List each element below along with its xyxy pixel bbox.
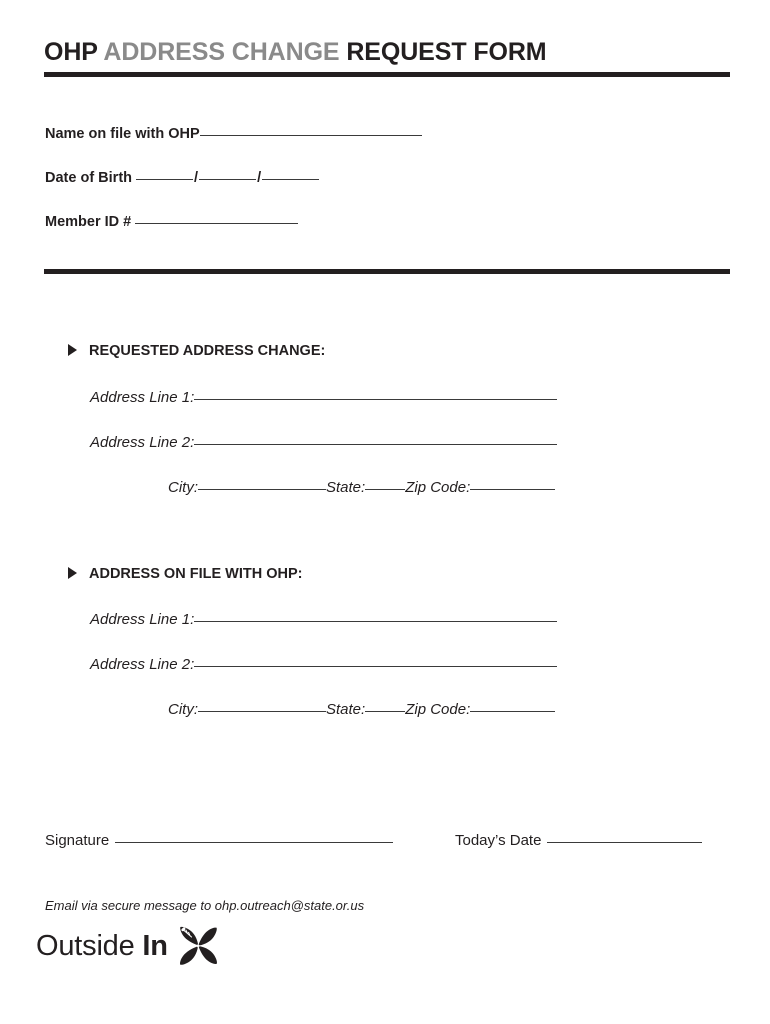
- signature-label: Signature: [45, 832, 110, 849]
- title-divider-rule: [44, 72, 730, 77]
- todays-date-field: [455, 832, 702, 849]
- onfile-city-blank[interactable]: [198, 711, 326, 712]
- signature-field: [45, 832, 393, 849]
- onfile-address-line-2-field: [90, 656, 557, 673]
- triangle-right-icon: [68, 567, 77, 579]
- dob-month-blank[interactable]: [136, 179, 193, 180]
- onfile-address-line-1-field: [90, 611, 557, 628]
- member-id-label: Member ID #: [45, 214, 132, 230]
- section-divider-rule: [44, 269, 730, 274]
- todays-date-label: Today’s Date: [455, 832, 542, 849]
- requested-city-label: City:: [168, 479, 198, 496]
- date-of-birth-field: [45, 170, 319, 186]
- requested-city-state-zip-row: [168, 479, 555, 496]
- todays-date-blank[interactable]: [547, 842, 702, 843]
- requested-address-line-1-blank[interactable]: [194, 399, 557, 400]
- requested-state-label: State:: [326, 479, 366, 496]
- outside-in-logo: [36, 925, 219, 967]
- name-on-file-label: Name on file with OHP: [45, 126, 200, 142]
- requested-address-line-1-field: [90, 389, 557, 406]
- requested-address-line-2-blank[interactable]: [194, 444, 557, 445]
- dob-year-blank[interactable]: [262, 179, 319, 180]
- onfile-state-label: State:: [326, 701, 366, 718]
- onfile-address-line-2-blank[interactable]: [194, 666, 557, 667]
- onfile-city-label: City:: [168, 701, 198, 718]
- section-heading-address-on-file: [68, 566, 302, 582]
- onfile-address-line-1-blank[interactable]: [194, 621, 557, 622]
- onfile-address-line-2-label: Address Line 2:: [90, 656, 195, 673]
- logo-word-in: In: [142, 929, 168, 962]
- name-on-file-blank[interactable]: [200, 135, 422, 136]
- date-of-birth-label: Date of Birth: [45, 170, 132, 186]
- logo-wordmark: [36, 929, 168, 962]
- title-part-request-form: REQUEST FORM: [346, 38, 547, 66]
- member-id-blank[interactable]: [135, 223, 298, 224]
- four-petal-flower-icon: [177, 926, 219, 966]
- requested-address-line-2-label: Address Line 2:: [90, 434, 195, 451]
- requested-city-blank[interactable]: [198, 489, 326, 490]
- logo-word-outside: Outside: [36, 929, 135, 962]
- dob-separator-1: /: [194, 170, 199, 186]
- onfile-address-line-1-label: Address Line 1:: [90, 611, 195, 628]
- requested-address-line-2-field: [90, 434, 557, 451]
- onfile-city-state-zip-row: [168, 701, 555, 718]
- name-on-file-field: [45, 126, 422, 142]
- onfile-state-blank[interactable]: [365, 711, 405, 712]
- page-title: [44, 40, 547, 65]
- dob-separator-2: /: [257, 170, 262, 186]
- requested-zip-label: Zip Code:: [405, 479, 471, 496]
- dob-day-blank[interactable]: [199, 179, 256, 180]
- email-instruction-note: Email via secure message to ohp.outreach@state.or.us: [45, 898, 365, 913]
- requested-state-blank[interactable]: [365, 489, 405, 490]
- requested-address-line-1-label: Address Line 1:: [90, 389, 195, 406]
- title-part-ohp: OHP: [44, 38, 98, 66]
- section-1-heading-label: REQUESTED ADDRESS CHANGE:: [89, 343, 326, 359]
- member-id-field: [45, 214, 298, 230]
- signature-blank[interactable]: [115, 842, 393, 843]
- onfile-zip-blank[interactable]: [470, 711, 555, 712]
- section-heading-requested-address-change: [68, 343, 325, 359]
- triangle-right-icon: [68, 344, 77, 356]
- onfile-zip-label: Zip Code:: [405, 701, 471, 718]
- title-part-address-change: ADDRESS CHANGE: [103, 38, 340, 66]
- section-2-heading-label: ADDRESS ON FILE WITH OHP:: [89, 566, 303, 582]
- requested-zip-blank[interactable]: [470, 489, 555, 490]
